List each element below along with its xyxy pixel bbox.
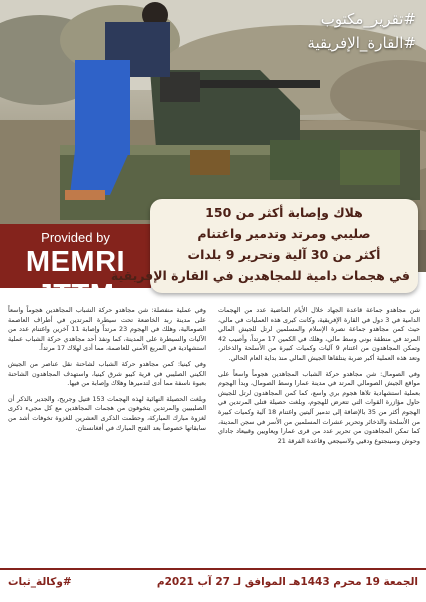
article-column-right: [218, 306, 420, 564]
headline-box: [110, 199, 418, 293]
article-column-left: [8, 306, 206, 564]
hashtag-report: #تقرير_مكتوب: [320, 10, 416, 28]
watermark-name: MEMRI JTTM: [25, 246, 126, 311]
paragraph-separate-operation: وفي عملية منفصلة: شن مجاهدو حركة الشباب المجاهدين هجوماً واسعاً على مدينة ربد الخاضعة تحت سيطرة المرتدين في أطراف العاصمة الصومالية، وهلك في الهجوم 23 مرتداً وإصابة 11 آخرين واغتنام عدد من الآليات والسيطرة على المدينة، كما ونفذ أحد مجاهدي حركة الشباب عملية استشهادية في المربع الأمني للعاصمة، مما أدى لهلاك 17 مرتداً.: [8, 306, 206, 353]
footer-agency-hashtag: #وكالة_ثبات: [8, 576, 72, 588]
headline-line-4: في هجمات دامية للمجاهدين في القارة الإفريقية: [110, 268, 410, 283]
hashtag-africa: #القارة_الإفريقية: [307, 34, 416, 52]
paragraph-somalia: وفي الصومال: شن مجاهدو حركة الشباب المجاهدين هجوماً واسعاً على مواقع الجيش الصومالي المرتد في مدينة عمارا وسط الصومال، وبدأ الهجوم بعملية استشهادية تلاها هجوم بري واسع، كما كمن المجاهدون لرتل للجيش حاول مؤازرة القوات التي تتعرض للهجوم، وبلغت حصيلة قتلى المرتدين في الهجوم أكثر من 35 بالإضافة إلى تدمير آليتين واغتنام 18 آلية وكميات كبيرة من الأسلحة والذخائر وتحرير عشرات المسلمين من الأسر في سجن المدينة، كما تمكن المجاهدون من تحرير عدد من قرى عمارا ويعاويين وقبيعاد جاداي وحوش وسينجتوع ودقيي ولاسيجعي وقاعدة الفرقة 21: [218, 369, 420, 445]
watermark-provided-by: Provided by: [41, 230, 110, 245]
headline-line-1: هلاك وإصابة أكثر من 150: [205, 205, 363, 220]
footer-date: الجمعة 19 محرم 1443هـ الموافق لـ 27 آب 2021م: [156, 576, 418, 588]
paragraph-summary: وبلغت الحصيلة النهائية لهذه الهجمات 153 قتيل وجريح، والجدير بالذكر أن الصليبيين والمرتدين يتخوفون من هجمات المجاهدين مع كل مجيء ذكرى لغزوة مبارك المباركة، وحطمت الذكرى العشرين للغزوة تخوفات أشد من سابقاتها خصوصاً بعد الفتح المبارك في أفغانستان.: [8, 394, 206, 432]
paragraph-kenya: وفي كينيا: كمن مجاهدو حركة الشباب لشاحنة نقل عناصر من الجيش الكيني الصليبي في قرية كيبو شرق كينيا، واستهدف المجاهدون الشاحنة بعبوة ناسفة مما أدى لتدميرها وهلاك وإصابة من فيها.: [8, 359, 206, 388]
headline-line-3: أكثر من 30 آلية وتحرير 9 بلدات: [187, 247, 381, 262]
footer-divider: [0, 568, 426, 570]
headline-line-2: صليبي ومرتد وتدمير واغتنام: [197, 226, 371, 241]
paragraph-mali: شن مجاهدو جماعة قاعدة الجهاد خلال الأيام الماضية عدد من الهجمات الدامية في 3 دول في القارة الإفريقية، وكانت كبرى هذه العمليات في مالي، حيث كمن مجاهدو جماعة نصرة الإسلام والمسلمين لرتل للجيش المالي المرتد في منطقة بوني وسط مالي، وهلك في الكمين 17 مرتداً، وأصيب 42 وتمكن المجاهدون من اغتنام 9 آليات وكميات كبيرة من الأسلحة والذخائر، وتعد هذه العملية أكبر ضربة ينتلقاها الجيش المالي منذ بداية العام الحالي.: [218, 306, 421, 362]
